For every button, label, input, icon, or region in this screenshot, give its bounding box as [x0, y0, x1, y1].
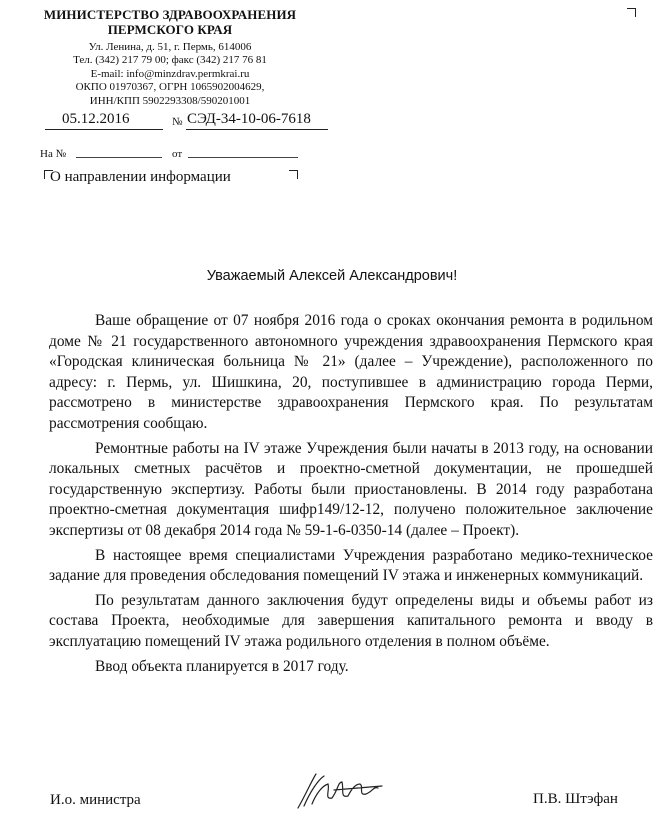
org-phone: Тел. (342) 217 79 00; факс (342) 217 76 81 [73, 54, 267, 67]
registration-number-label: № [172, 116, 183, 128]
signer-title: И.о. министра [50, 792, 141, 808]
org-okpo: ОКПО 01970367, ОГРН 1065902004629, [75, 81, 265, 94]
org-email: E-mail: info@minzdrav.permkrai.ru [90, 67, 250, 80]
reference-date-line [188, 157, 298, 158]
corner-mark-top-right [627, 8, 636, 17]
reference-date-label: от [172, 148, 183, 160]
registration-number: СЭД-34-10-06-7618 [187, 111, 311, 127]
organization-contacts [40, 41, 300, 108]
handwritten-signature-icon [294, 770, 386, 812]
letter-body [49, 311, 653, 681]
body-paragraph-5: Ввод объекта планируется в 2017 году. [95, 657, 349, 675]
org-line-2: ПЕРМСКОГО КРАЯ [107, 22, 233, 37]
org-line-1: МИНИСТЕРСТВО ЗДРАВООХРАНЕНИЯ [43, 7, 297, 22]
org-address: Ул. Ленина, д. 51, г. Пермь, 614006 [88, 41, 252, 53]
body-paragraph-2: Ремонтные работы на IV этаже Учреждения были начаты в 2013 году, на основании локальных сметных расчётов и проектно-сметной документации, не прошедшей государственную экспертизу. Работы были приостановлены. В 2014 году разработана проектно-сметная документация шифр149/12-12, получено положительное заключение экспертизы от 08 декабря 2014 года № 59-1-6-0350-14 (далее – Проект). [49, 439, 653, 539]
registration-number-line [186, 129, 328, 130]
reference-number-line [76, 157, 162, 158]
body-paragraph-4: По результатам данного заключения будут определены виды и объемы работ из состава Проекта, необходимые для завершения капитального ремонта и вводу в эксплуатацию помещений IV этажа родильного отделения в полном объёме. [49, 591, 653, 650]
registration-date-line [45, 129, 163, 130]
letter-subject: О направлении информации [50, 169, 231, 185]
organization-name [40, 7, 300, 37]
reference-row [40, 148, 183, 160]
signer-name: П.В. Штэфан [533, 791, 618, 807]
org-inn: ИНН/КПП 5902293308/590201001 [89, 94, 251, 107]
body-paragraph-1: Ваше обращение от 07 ноября 2016 года о сроках окончания ремонта в родильном доме № 21 государственного автономного учреждения здравоохранения Пермского края «Городская клиническая больница № 21» (далее – Учреждение), расположенного по адресу: г. Пермь, ул. Шишкина, 20, поступившее в администрацию города Перми, рассмотрено в министерстве здравоохранения Пермского края. По результатам рассмотрения сообщаю. [49, 312, 653, 432]
registration-date: 05.12.2016 [62, 111, 130, 127]
salutation: Уважаемый Алексей Александрович! [206, 268, 458, 284]
corner-mark-subject-right [289, 170, 298, 179]
reference-number-label: На № [40, 148, 67, 160]
body-paragraph-3: В настоящее время специалистами Учреждения разработано медико-техническое задание для проведения обследования помещений IV этажа и инженерных коммуникаций. [49, 546, 653, 585]
